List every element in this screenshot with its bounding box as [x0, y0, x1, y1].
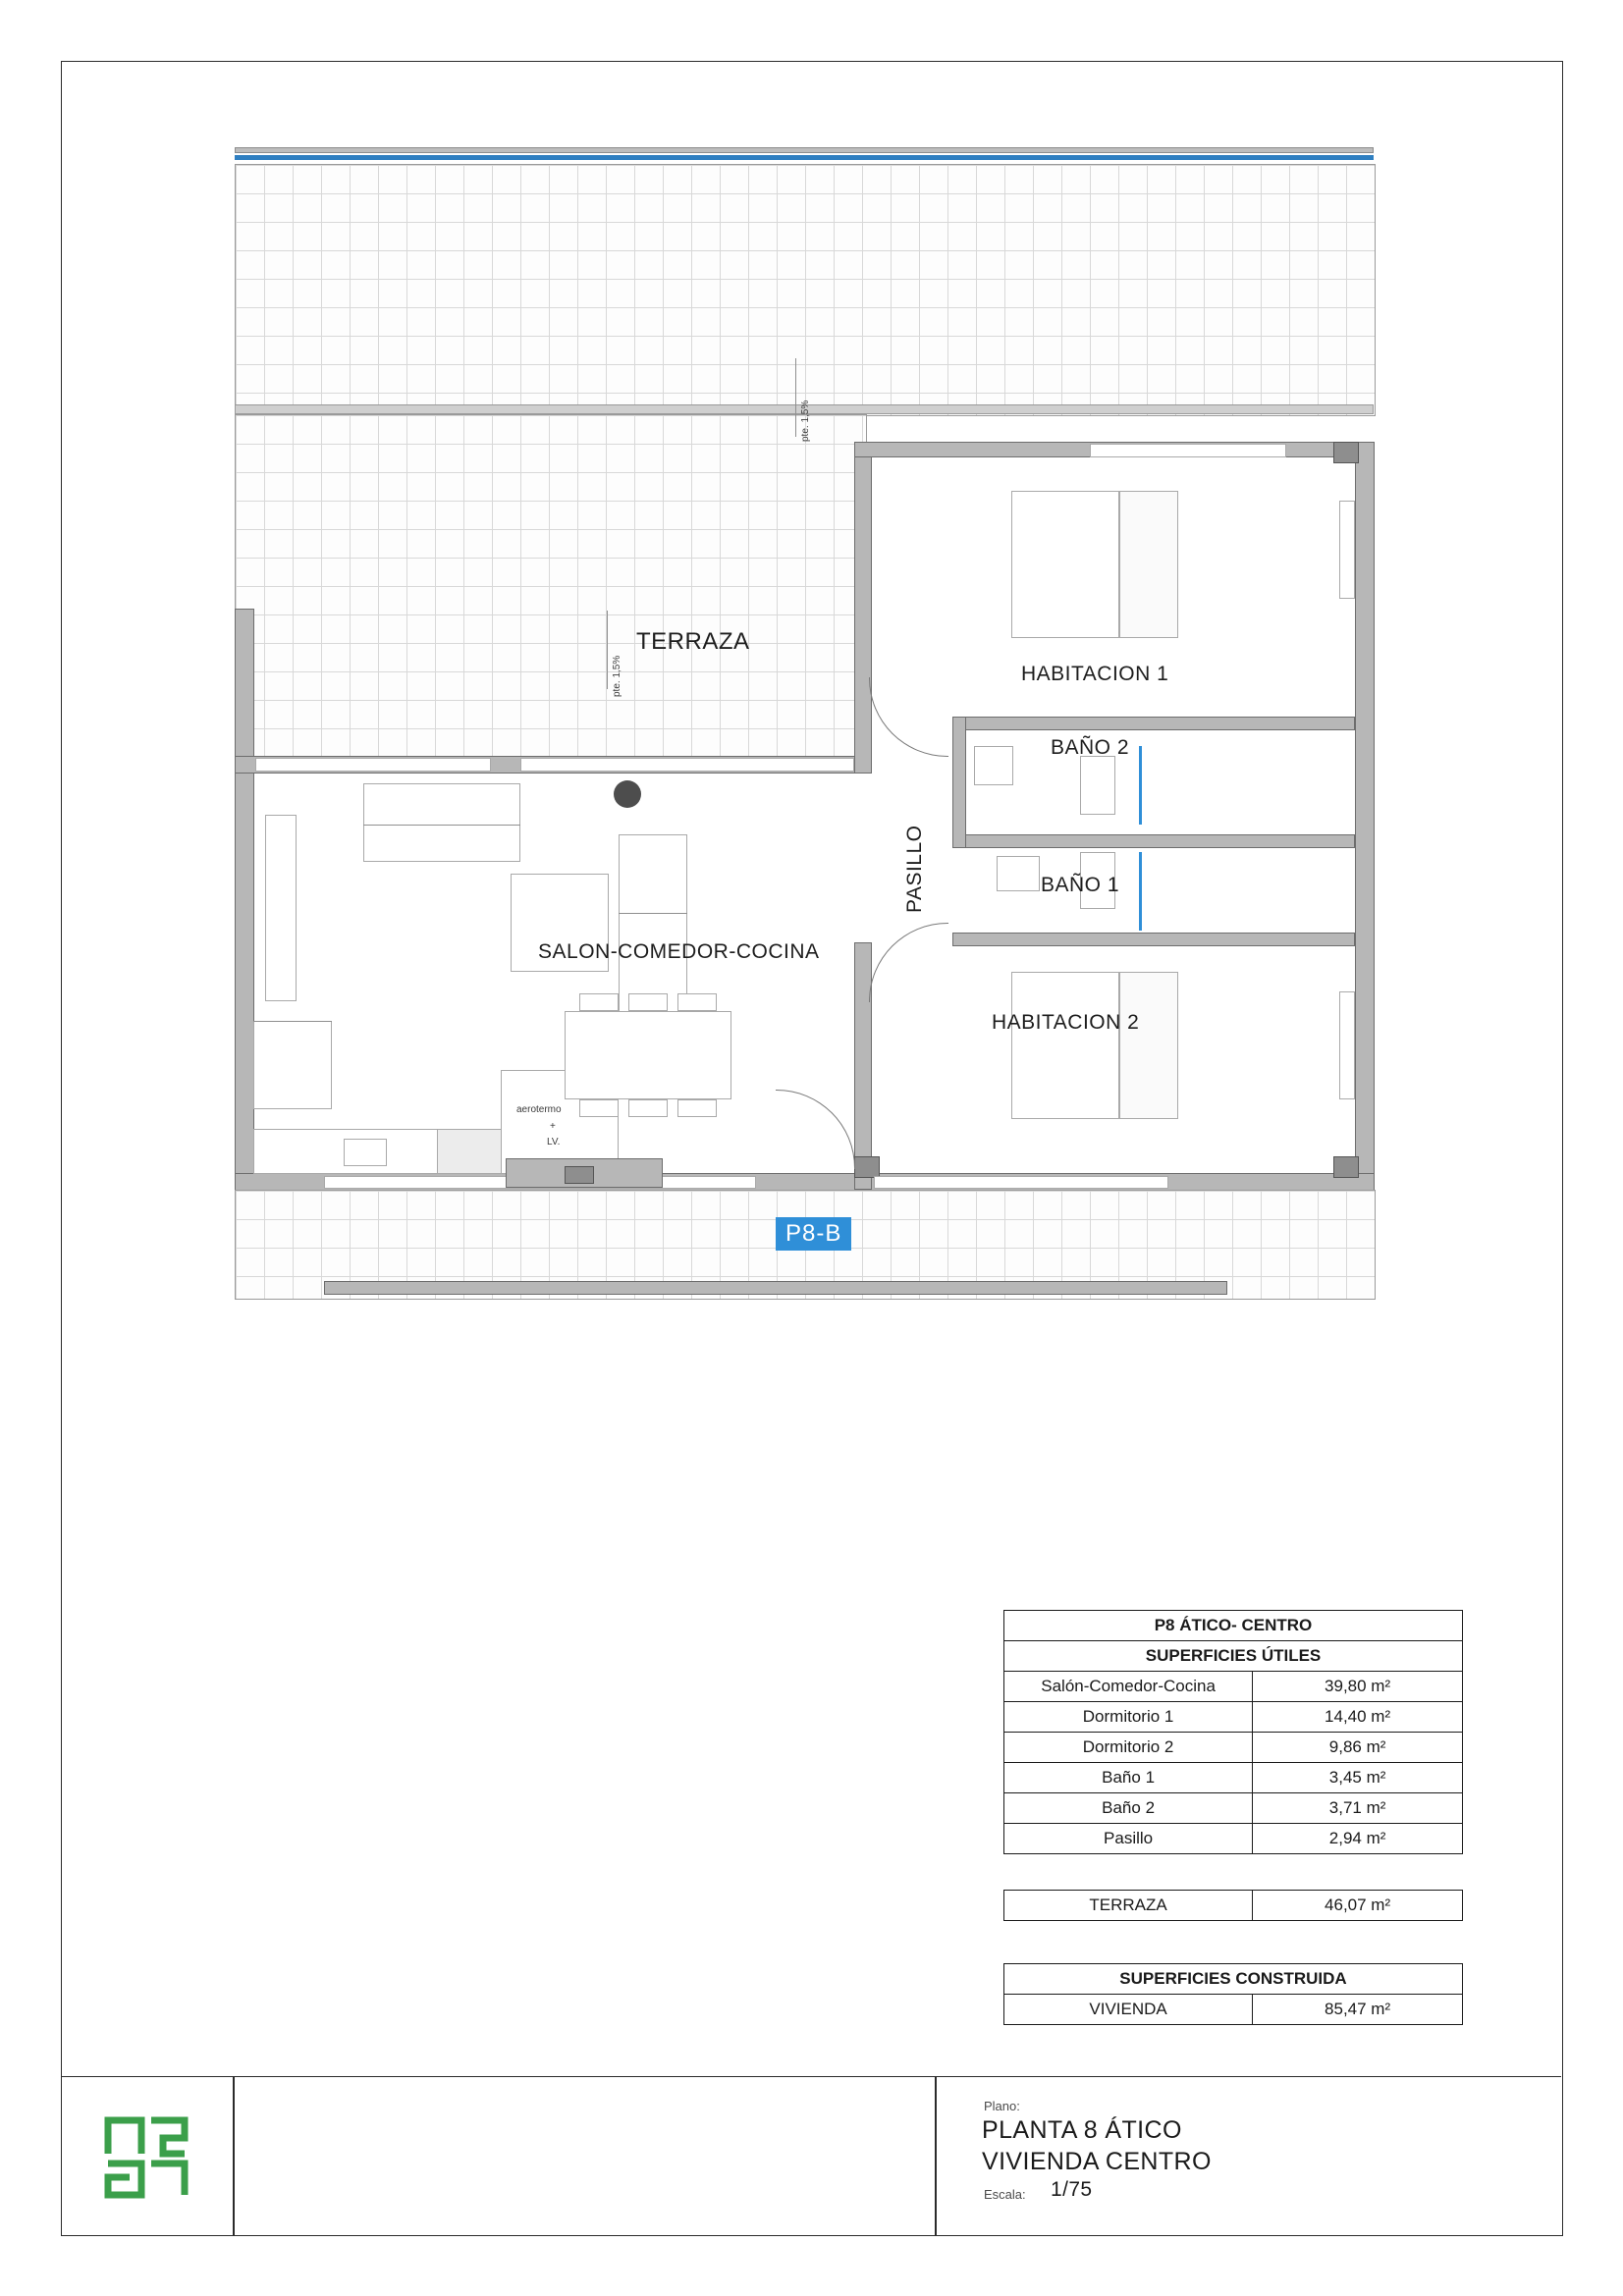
table-row — [1004, 1733, 1463, 1763]
sliding-door-bottom-right — [874, 1176, 1168, 1189]
appliance-plus: + — [550, 1121, 556, 1132]
row-value: 3,71 m² — [1253, 1793, 1463, 1824]
appliance-label: aerotermo — [516, 1104, 562, 1115]
slope-annotation-left: pte. 1,5% — [612, 655, 622, 697]
terrace-upper-area — [235, 164, 1376, 416]
window-bedroom1 — [1339, 501, 1355, 599]
escala-label: Escala: — [984, 2187, 1026, 2202]
unit-tag: P8-B — [776, 1217, 851, 1251]
plano-line-2: VIVIENDA CENTRO — [982, 2148, 1212, 2175]
table-row — [1004, 1995, 1463, 2025]
wall-exterior-right — [1355, 442, 1375, 1190]
chair-2 — [628, 993, 668, 1011]
sink-bano1 — [997, 856, 1040, 891]
toilet-bano2 — [1080, 756, 1115, 815]
room-label-bano1: BAÑO 1 — [1041, 874, 1120, 896]
table-title-utiles: P8 ÁTICO- CENTRO — [1004, 1611, 1463, 1641]
room-label-habitacion1: HABITACION 1 — [1021, 663, 1169, 685]
table-title-construida: SUPERFICIES CONSTRUIDA — [1004, 1964, 1463, 1995]
wall-corridor-left-lower — [854, 942, 872, 1190]
furniture-sofa-top-line — [363, 825, 520, 826]
title-block-divider-2 — [935, 2077, 937, 2235]
plano-line-1: PLANTA 8 ÁTICO — [982, 2116, 1182, 2144]
table-row — [1004, 1763, 1463, 1793]
room-label-bano2: BAÑO 2 — [1051, 736, 1130, 759]
sink-bano2 — [974, 746, 1013, 785]
table-superficies-utiles — [1003, 1610, 1463, 1854]
slope-arrow-right — [795, 358, 796, 437]
row-value: 14,40 m² — [1253, 1702, 1463, 1733]
wall-pillar-topright — [1333, 442, 1359, 463]
floor-plan — [226, 147, 1384, 1571]
title-block — [61, 2076, 1561, 2235]
title-block-divider-1 — [233, 2077, 235, 2235]
wall-bedroom2-top — [952, 933, 1355, 946]
bed-1-pillow — [1119, 491, 1178, 638]
table-subtitle-utiles: SUPERFICIES ÚTILES — [1004, 1641, 1463, 1672]
table-superficies-construida — [1003, 1963, 1463, 2025]
wall-bath-left — [952, 717, 966, 848]
wall-exterior-left — [235, 609, 254, 1190]
furniture-column-round — [614, 780, 641, 808]
table-terraza — [1003, 1890, 1463, 1921]
top-rail — [235, 147, 1374, 153]
table-row — [1004, 1793, 1463, 1824]
furniture-dining-table — [565, 1011, 731, 1099]
escala-value: 1/75 — [1051, 2178, 1093, 2201]
door-swing-entry — [776, 1090, 855, 1169]
wall-corridor-left-upper — [854, 442, 872, 774]
bed-1 — [1011, 491, 1119, 638]
kitchen-sink — [344, 1139, 387, 1166]
furniture-shelf-left — [265, 815, 297, 1001]
chair-5 — [628, 1099, 668, 1117]
row-value: 39,80 m² — [1253, 1672, 1463, 1702]
kitchen-island-marker — [565, 1166, 594, 1184]
kitchen-hob — [437, 1129, 506, 1174]
door-swing-bedroom1 — [869, 677, 948, 757]
room-label-salon: SALON-COMEDOR-COCINA — [538, 940, 820, 963]
shower-bano2 — [1139, 746, 1142, 825]
slope-arrow-left — [607, 611, 608, 689]
wall-bath2-top — [952, 717, 1355, 730]
furniture-kitchen-cabinet — [253, 1021, 332, 1109]
table-row — [1004, 1702, 1463, 1733]
row-label: Dormitorio 2 — [1004, 1733, 1253, 1763]
top-blue-rail — [235, 155, 1374, 160]
row-value: 2,94 m² — [1253, 1824, 1463, 1854]
wall-bath1-divider — [952, 834, 1355, 848]
room-label-terraza: TERRAZA — [636, 628, 750, 655]
appliance-lv: LV. — [547, 1137, 561, 1148]
chair-6 — [677, 1099, 717, 1117]
bed-2 — [1011, 972, 1119, 1119]
row-label: Baño 1 — [1004, 1763, 1253, 1793]
shower-bano1 — [1139, 852, 1142, 931]
sliding-door-terrace-right — [520, 758, 854, 772]
bed-2-pillow — [1119, 972, 1178, 1119]
terrace-main-area — [235, 414, 867, 765]
door-swing-bedroom2 — [869, 923, 948, 1002]
chair-3 — [677, 993, 717, 1011]
table-row — [1004, 1824, 1463, 1854]
row-label: Salón-Comedor-Cocina — [1004, 1672, 1253, 1702]
slope-annotation-right: pte. 1,5% — [800, 400, 811, 442]
kitchen-cabinet-line — [253, 1021, 332, 1022]
room-label-pasillo: PASILLO — [903, 825, 926, 913]
window-bedroom2 — [1339, 991, 1355, 1099]
wall-pillar-bottomcorridor — [854, 1156, 880, 1178]
row-value: 9,86 m² — [1253, 1733, 1463, 1763]
row-label: Dormitorio 1 — [1004, 1702, 1253, 1733]
sliding-door-terrace-left — [255, 758, 491, 772]
furniture-sofa-right-line — [619, 913, 687, 914]
table-row — [1004, 1672, 1463, 1702]
window-bedroom1-top — [1090, 444, 1286, 457]
chair-1 — [579, 993, 619, 1011]
row-label: TERRAZA — [1004, 1891, 1253, 1921]
company-logo-icon — [102, 2114, 200, 2201]
row-value: 46,07 m² — [1253, 1891, 1463, 1921]
row-value: 3,45 m² — [1253, 1763, 1463, 1793]
table-row — [1004, 1891, 1463, 1921]
wall-pillar-bottomright — [1333, 1156, 1359, 1178]
bottom-railing — [324, 1281, 1227, 1295]
chair-4 — [579, 1099, 619, 1117]
row-label: Baño 2 — [1004, 1793, 1253, 1824]
room-label-habitacion2: HABITACION 2 — [992, 1011, 1140, 1034]
plano-label: Plano: — [984, 2099, 1020, 2113]
row-label: Pasillo — [1004, 1824, 1253, 1854]
row-label: VIVIENDA — [1004, 1995, 1253, 2025]
row-value: 85,47 m² — [1253, 1995, 1463, 2025]
furniture-sofa-top — [363, 783, 520, 862]
